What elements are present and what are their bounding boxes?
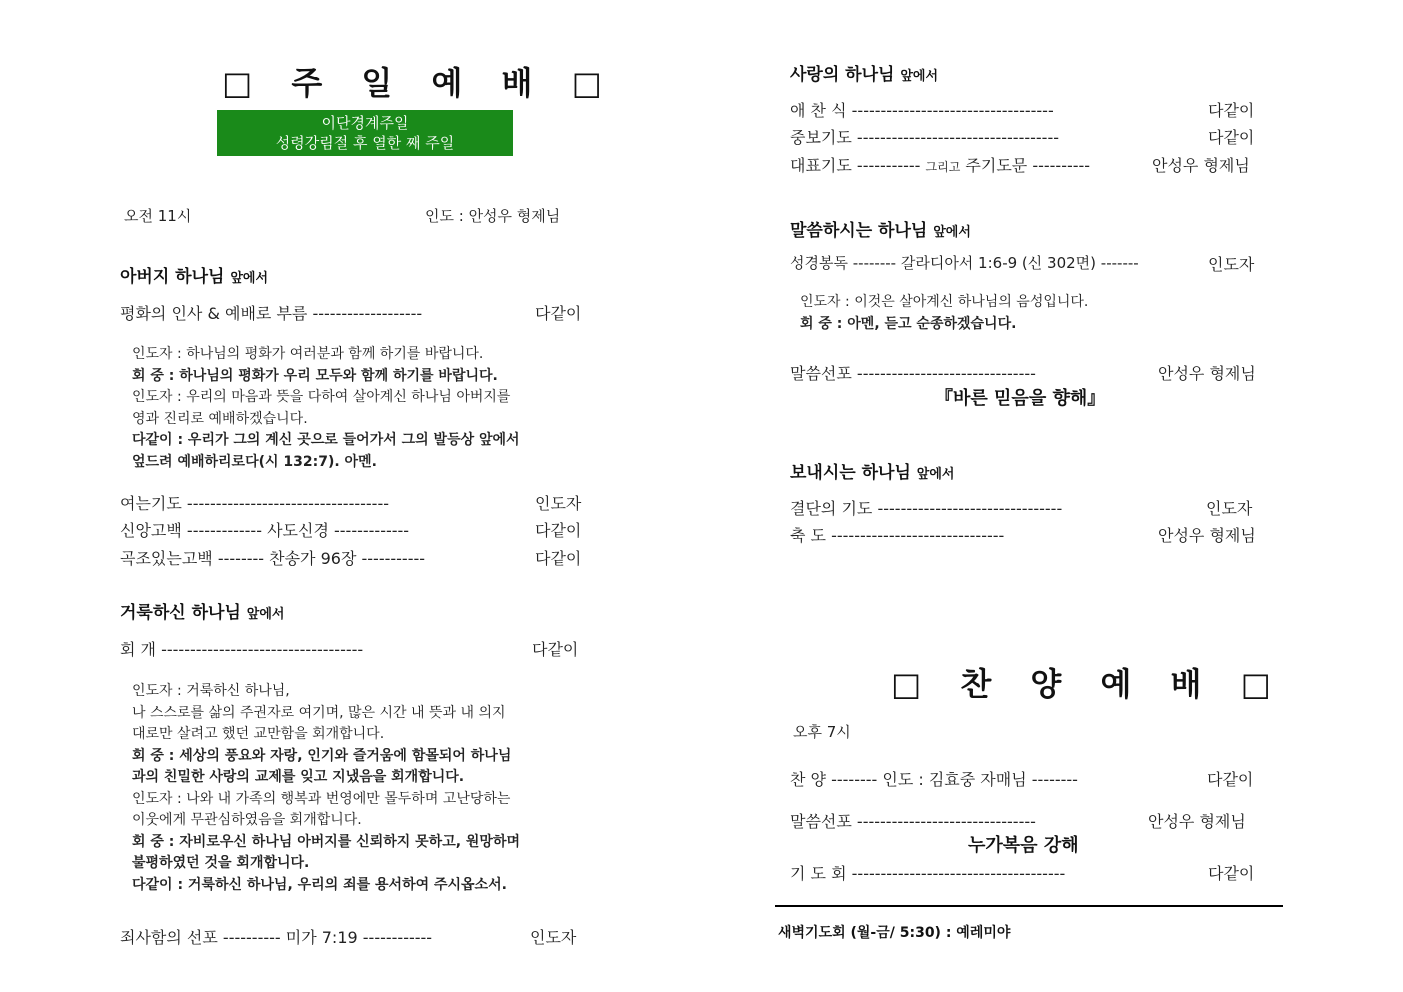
- order-dashes: -----------------------------------: [186, 494, 389, 513]
- order-label: 평화의 인사 & 예배로 부름: [120, 304, 308, 323]
- responsive-reading-1: [132, 344, 520, 473]
- section-heading-sub: 앞에서: [246, 607, 285, 622]
- order-baptism: [790, 98, 1054, 121]
- order-role: 다같이: [535, 521, 582, 540]
- section-heading-text: 보내시는 하나님: [790, 463, 911, 483]
- reading-line: 인도자 : 하나님의 평화가 여러분과 함께 하기를 바랍니다.: [132, 346, 484, 362]
- order-middle: 찬송가 96장: [269, 549, 357, 568]
- order-role: 인도자: [535, 494, 582, 513]
- order-role: 안성우 형제님: [1158, 364, 1256, 383]
- order-label: 말씀선포: [790, 364, 852, 383]
- reading-line: 과의 친밀한 사랑의 교제를 잊고 지냈음을 회개합니다.: [132, 769, 465, 785]
- order-dashes: ------------: [362, 928, 433, 947]
- section-heading-text: 아버지 하나님: [120, 267, 225, 287]
- reading-line: 다같이 : 거룩하신 하나님, 우리의 죄를 용서하여 주시옵소서.: [132, 876, 507, 893]
- order-label: 애 찬 식: [790, 101, 847, 120]
- order-dashes: -----------: [856, 156, 921, 175]
- sermon-2-title: 누가복음 강해: [968, 835, 1079, 856]
- sunday-banner: [217, 110, 513, 156]
- order-absolution: [120, 925, 432, 948]
- order-middle: 미가 7:19: [285, 928, 358, 947]
- order-rep-prayer: [790, 153, 1090, 176]
- order-middle: 주기도문: [965, 156, 1028, 175]
- order-dashes: -------------------------------: [856, 364, 1036, 383]
- section-heading-word: [790, 216, 971, 241]
- order-dashes: -----------------------------------: [161, 640, 364, 659]
- reading-line: 인도자 : 우리의 마음과 뜻을 다하여 살아계신 하나님 아버지를: [132, 389, 511, 405]
- order-label: 중보기도: [790, 128, 852, 147]
- order-role: 안성우 형제님: [1158, 526, 1256, 545]
- section-heading-holy: [120, 598, 284, 623]
- section-heading-sending: [790, 458, 954, 483]
- section-heading-sub: 앞에서: [900, 69, 939, 84]
- reading-line: 다같이 : 우리가 그의 계신 곳으로 들어가서 그의 발등상 앞에서: [132, 432, 520, 448]
- reading-line: 회 중 : 하나님의 평화가 우리 모두와 함께 하기를 바랍니다.: [132, 367, 498, 384]
- reading-line: 인도자 : 거룩하신 하나님,: [132, 683, 290, 699]
- order-role: 다같이: [535, 549, 582, 568]
- order-label: 축 도: [790, 526, 826, 545]
- order-label: 기 도 회: [790, 864, 847, 883]
- praise-worship-title: □ 찬 양 예 배 □: [891, 665, 1285, 703]
- section-heading-father: [120, 262, 268, 287]
- order-role: 다같이: [1208, 128, 1255, 147]
- service-time: 오전 11시: [124, 207, 192, 225]
- order-middle: 갈라디아서 1:6-9 (신 302면): [900, 254, 1097, 272]
- dawn-prayer-notice: 새벽기도회 (월-금/ 5:30) : 예레미야: [778, 925, 1011, 941]
- order-reading: [790, 252, 1139, 273]
- order-benediction: [790, 523, 1004, 546]
- order-opening-prayer: [120, 491, 389, 514]
- order-hymn: [120, 546, 425, 569]
- order-confession: [120, 637, 363, 660]
- order-dashes: ------------------------------: [831, 526, 1005, 545]
- reading-line: 불평하였던 것을 회개합니다.: [132, 855, 310, 871]
- banner-line-1: 이단경계주일: [321, 114, 409, 132]
- banner-line-2: 성령강림절 후 열한 째 주일: [275, 134, 455, 152]
- order-dashes: -------------------: [312, 304, 423, 323]
- order-role: 인도자: [1208, 255, 1255, 274]
- section-heading-text: 말씀하시는 하나님: [790, 221, 928, 241]
- order-dashes: -----------: [361, 549, 426, 568]
- order-dashes: -------------------------------: [856, 812, 1036, 831]
- order-dashes: --------------------------------: [877, 499, 1063, 518]
- order-dashes: --------: [852, 254, 897, 272]
- order-dashes: -------------: [334, 521, 410, 540]
- order-dashes: --------: [217, 549, 265, 568]
- reading-line: 이웃에게 무관심하였음을 회개합니다.: [132, 812, 362, 828]
- order-role: 다같이: [1208, 864, 1255, 883]
- main-worship-title: □ 주 일 예 배 □: [222, 64, 616, 102]
- section-heading-text: 사랑의 하나님: [790, 65, 895, 85]
- reading-line: 회 중 : 세상의 풍요와 자랑, 인기와 즐거움에 함몰되어 하나님: [132, 747, 512, 764]
- order-dashes: ----------: [222, 928, 281, 947]
- sermon-title: 『바른 믿음을 향해』: [935, 388, 1106, 409]
- order-dashes: --------: [1031, 770, 1078, 789]
- order-role: 인도자: [530, 928, 577, 947]
- section-heading-love: [790, 60, 938, 85]
- order-small: 그리고: [925, 160, 961, 174]
- order-intercession: [790, 125, 1059, 148]
- section-heading-sub: 앞에서: [933, 225, 971, 240]
- order-role: 다같이: [1207, 770, 1254, 789]
- order-sermon: [790, 361, 1036, 384]
- order-dashes: ----------: [1032, 156, 1091, 175]
- order-label: 죄사함의 선포: [120, 928, 218, 947]
- reading-line: 나 스스로를 삶의 주권자로 여기며, 많은 시간 내 뜻과 내 의지: [132, 704, 506, 721]
- order-label: 찬 양: [790, 770, 826, 789]
- section-heading-text: 거룩하신 하나님: [120, 603, 241, 623]
- responsive-reading-2: [132, 681, 520, 896]
- order-label: 신앙고백: [120, 521, 182, 540]
- reading-line: 영과 진리로 예배하겠습니다.: [132, 410, 308, 427]
- order-creed: [120, 518, 409, 541]
- order-role: 다같이: [532, 640, 579, 659]
- order-role: 안성우 형제님: [1152, 156, 1250, 175]
- reading-line: 회 중 : 아멘, 듣고 순종하겠습니다.: [800, 315, 1017, 332]
- order-prayer-meeting: [790, 861, 1065, 884]
- section-heading-sub: 앞에서: [916, 467, 955, 482]
- order-label: 대표기도: [790, 156, 852, 175]
- reading-line: 회 중 : 자비로우신 하나님 아버지를 신뢰하지 못하고, 원망하며: [132, 833, 521, 850]
- order-dashes: -----------------------------------: [856, 128, 1059, 147]
- service-leader: 인도 : 안성우 형제님: [425, 207, 561, 225]
- order-dashes: -------: [1100, 254, 1139, 272]
- order-praise: [790, 767, 1078, 790]
- order-role: 다같이: [1208, 101, 1255, 120]
- order-label: 여는기도: [120, 494, 182, 513]
- order-label: 회 개: [120, 640, 156, 659]
- responsive-reading-3: [800, 292, 1088, 335]
- order-label: 곡조있는고백: [120, 549, 213, 568]
- reading-line: 엎드려 예배하리로다(시 132:7). 아멘.: [132, 453, 377, 470]
- reading-line: 대로만 살려고 했던 교만함을 회개합니다.: [132, 726, 385, 742]
- order-label: 말씀선포: [790, 812, 852, 831]
- reading-line: 인도자 : 나와 내 가족의 행복과 번영에만 몰두하며 고난당하는: [132, 790, 511, 807]
- order-dashes: -------------------------------------: [851, 864, 1066, 883]
- order-role: 인도자: [1206, 499, 1253, 518]
- order-role: 다같이: [535, 304, 582, 323]
- order-commitment: [790, 496, 1062, 519]
- order-role: 안성우 형제님: [1148, 812, 1246, 831]
- order-greeting: [120, 301, 422, 324]
- evening-time: 오후 7시: [793, 723, 851, 741]
- order-dashes: --------: [831, 770, 878, 789]
- order-sermon-2: [790, 809, 1036, 832]
- order-label: 결단의 기도: [790, 499, 873, 518]
- reading-line: 인도자 : 이것은 살아계신 하나님의 음성입니다.: [800, 294, 1089, 310]
- divider-rule: [775, 905, 1283, 907]
- order-label: 성경봉독: [790, 254, 848, 272]
- order-dashes: -------------: [186, 521, 262, 540]
- section-heading-sub: 앞에서: [230, 271, 269, 286]
- order-dashes: -----------------------------------: [851, 101, 1054, 120]
- order-middle: 인도 : 김효중 자매님: [882, 770, 1027, 789]
- order-middle: 사도신경: [267, 521, 329, 540]
